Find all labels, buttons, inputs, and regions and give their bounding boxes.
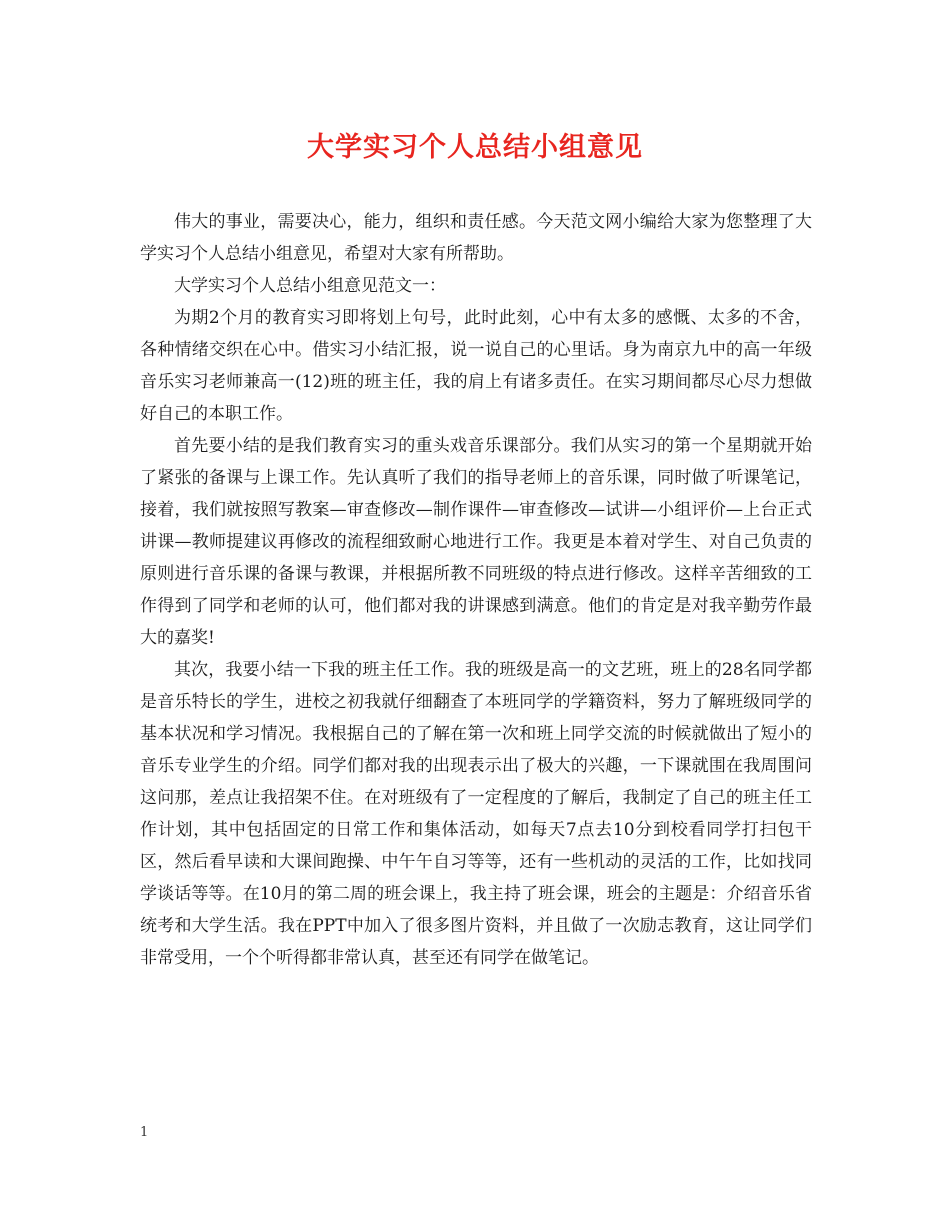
page-number: 1 bbox=[140, 1125, 149, 1140]
document-body bbox=[140, 206, 812, 974]
paragraph-3: 其次，我要小结一下我的班主任工作。我的班级是高一的文艺班，班上的28名同学都是音乐特长的学生，进校之初我就仔细翻查了本班同学的学籍资料，努力了解班级同学的基本状况和学习情况。我根据自己的了解在第一次和班上同学交流的时候就做出了短小的音乐专业学生的介绍。同学们都对我的出现表示出了极大的兴趣，一下课就围在我周围问这问那，差点让我招架不住。在对班级有了一定程度的了解后，我制定了自己的班主任工作计划，其中包括固定的日常工作和集体活动，如每天7点去10分到校看同学打扫包干区，然后看早读和大课间跑操、中午午自习等等，还有一些机动的灵活的工作，比如找同学谈话等等。在10月的第二周的班会课上，我主持了班会课，班会的主题是：介绍音乐省统考和大学生活。我在PPT中加入了很多图片资料，并且做了一次励志教育，这让同学们非常受用，一个个听得都非常认真，甚至还有同学在做笔记。 bbox=[140, 660, 812, 968]
paragraph-1: 为期2个月的教育实习即将划上句号，此时此刻，心中有太多的感慨、太多的不舍，各种情绪交织在心中。借实习小结汇报，说一说自己的心里话。身为南京九中的高一年级音乐实习老师兼高一(12)班的班主任，我的肩上有诸多责任。在实习期间都尽心尽力想做好自己的本职工作。 bbox=[140, 308, 812, 424]
document-title: 大学实习个人总结小组意见 bbox=[307, 132, 643, 163]
paragraph-intro: 伟大的事业，需要决心，能力，组织和责任感。今天范文网小编给大家为您整理了大学实习个人总结小组意见，希望对大家有所帮助。 bbox=[140, 212, 812, 264]
paragraph-2: 首先要小结的是我们教育实习的重头戏音乐课部分。我们从实习的第一个星期就开始了紧张的备课与上课工作。先认真听了我们的指导老师上的音乐课，同时做了听课笔记，接着，我们就按照写教案—审查修改—制作课件—审查修改—试讲—小组评价—上台正式讲课—教师提建议再修改的流程细致耐心地进行工作。我更是本着对学生、对自己负责的原则进行音乐课的备课与教课，并根据所教不同班级的特点进行修改。这样辛苦细致的工作得到了同学和老师的认可，他们都对我的讲课感到满意。他们的肯定是对我辛勤劳作最大的嘉奖! bbox=[140, 436, 812, 648]
paragraph-sample-heading: 大学实习个人总结小组意见范文一： bbox=[174, 276, 446, 296]
